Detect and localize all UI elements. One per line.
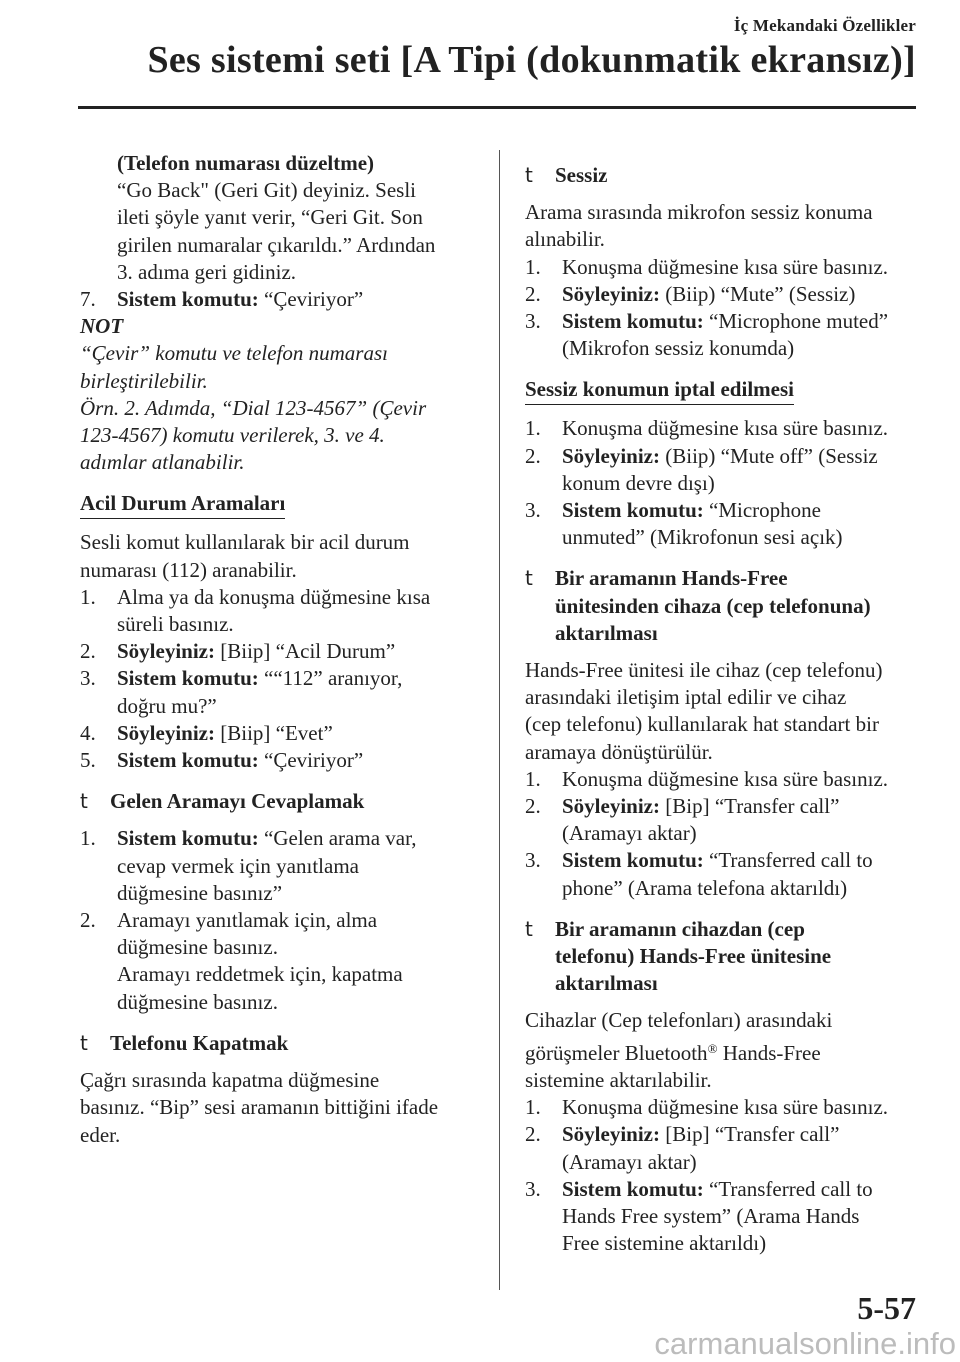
- section-heading-hangup: t Telefonu Kapatmak: [80, 1030, 480, 1057]
- note-heading: NOT: [80, 314, 124, 339]
- text-line: “Go Back" (Geri Git) deyiniz. Sesli: [117, 178, 416, 203]
- step-number: 2.: [525, 443, 541, 468]
- step-item: [525, 1094, 925, 1121]
- step-number: 2.: [525, 281, 541, 306]
- step-item: 3. Sistem komutu: “Transferred call to phone” (Arama telefona aktarıldı): [525, 847, 925, 901]
- step-label: Sistem komutu:: [562, 848, 704, 873]
- bullet-icon: t: [525, 916, 533, 941]
- step-item: 3. Sistem komutu: “Transferred call to Hands Free system” (Arama Hands Free sistemine aktarıldı): [525, 1176, 925, 1258]
- step-text: Konuşma düğmesine kısa süre basınız.: [562, 1095, 889, 1120]
- header-rule: [78, 106, 916, 109]
- section-heading-mute: t Sessiz: [525, 162, 925, 189]
- page-title: Ses sistemi seti [A Tipi (dokunmatik ekransız)]: [147, 39, 916, 81]
- text-line: görüşmeler Bluetooth® Hands-Free: [525, 1040, 821, 1065]
- step-number: 5.: [80, 748, 96, 773]
- step-item: [80, 747, 480, 774]
- step-text: [Biip] “Evet”: [215, 720, 333, 745]
- step-item: 2. Söyleyiniz: (Biip) “Mute” (Sessiz): [525, 281, 925, 308]
- step-item: [80, 584, 480, 638]
- step-label: Sistem komutu:: [562, 1176, 704, 1201]
- step-item: 3. Sistem komutu: “Microphone muted” (Mikrofon sessiz konumda): [525, 308, 925, 362]
- text-line: numarası (112) aranabilir.: [80, 557, 297, 582]
- bullet-icon: t: [80, 789, 88, 814]
- registered-mark: ®: [707, 1040, 718, 1056]
- text-line: Arama sırasında mikrofon sessiz konuma: [525, 200, 873, 225]
- step-number: 1.: [525, 1095, 541, 1120]
- step-text: [Biip] “Acil Durum”: [215, 639, 396, 664]
- note-line: Örn. 2. Adımda, “Dial 123-4567” (Çevir: [80, 395, 427, 420]
- text-line: arasındaki iletişim iptal edilir ve cihaz: [525, 685, 847, 710]
- step-number: 4.: [80, 720, 96, 745]
- step-number: 2.: [80, 908, 96, 933]
- step-number: 3.: [525, 848, 541, 873]
- step-item: [80, 665, 480, 719]
- text-line: Cihazlar (Cep telefonları) arasındaki: [525, 1008, 833, 1033]
- step-text: doğru mu?”: [117, 693, 217, 718]
- step-label: Söyleyiniz:: [562, 281, 660, 306]
- step-item: [80, 286, 480, 313]
- step-label: Söyleyiniz:: [562, 1122, 660, 1147]
- step-number: 1.: [525, 416, 541, 441]
- step-number: 1.: [80, 584, 96, 609]
- right-column: [525, 150, 925, 1257]
- text-line: (cep telefonu) kullanılarak hat standart bir: [525, 712, 879, 737]
- note-line: adımlar atlanabilir.: [80, 450, 245, 475]
- bullet-icon: t: [525, 566, 533, 591]
- step-text: “Gelen arama var,: [258, 826, 417, 851]
- step-text: “Çeviriyor”: [258, 287, 364, 312]
- step-text: Konuşma düğmesine kısa süre basınız.: [562, 766, 889, 791]
- section-title: İç Mekandaki Özellikler: [733, 16, 916, 35]
- step-item: 2. Söyleyiniz: (Biip) “Mute off” (Sessiz konum devre dışı): [525, 443, 925, 497]
- text-line: alınabilir.: [525, 227, 605, 252]
- text-line: sistemine aktarılabilir.: [525, 1067, 712, 1092]
- step-label: Sistem komutu:: [117, 748, 259, 773]
- step-number: 3.: [525, 498, 541, 523]
- text-line: Çağrı sırasında kapatma düğmesine: [80, 1068, 380, 1093]
- watermark: carmanualsonline.info: [654, 1326, 956, 1361]
- note-line: 123-4567) komutu verilerek, 3. ve 4.: [80, 423, 385, 448]
- step-item: 2. Aramayı yanıtlamak için, alma düğmesine basınız. Aramayı reddetmek için, kapatma düğmesine basınız.: [80, 907, 480, 1016]
- text-line: Hands-Free ünitesi ile cihaz (cep telefonu): [525, 658, 883, 683]
- step-text: ““112” aranıyor,: [258, 666, 403, 691]
- step-label: Sistem komutu:: [562, 498, 704, 523]
- step-text: Alma ya da konuşma düğmesine kısa: [117, 584, 431, 609]
- step-number: 2.: [525, 1122, 541, 1147]
- bullet-icon: t: [525, 163, 533, 187]
- section-heading-transfer-to-handsfree: t Bir aramanın cihazdan (cep telefonu) Hands-Free ünitesine aktarılması: [525, 916, 925, 998]
- subheading-unmute: Sessiz konumun iptal edilmesi: [525, 376, 794, 405]
- section-heading-transfer-to-phone: t Bir aramanın Hands-Free ünitesinden cihaza (cep telefonuna) aktarılması: [525, 565, 925, 647]
- step-number: 1.: [525, 254, 541, 279]
- step-label: Sistem komutu:: [117, 287, 259, 312]
- section-heading-incoming: t Gelen Aramayı Cevaplamak: [80, 788, 480, 815]
- left-column: [80, 150, 480, 1149]
- subheading-emergency: Acil Durum Aramaları: [80, 490, 285, 519]
- step-item: [525, 415, 925, 442]
- bullet-icon: t: [80, 1030, 88, 1055]
- step-label: Sistem komutu:: [117, 666, 259, 691]
- text-line: Sesli komut kullanılarak bir acil durum: [80, 530, 410, 555]
- text-line: aramaya dönüştürülür.: [525, 739, 713, 764]
- step-item: [525, 254, 925, 281]
- step-number: 1.: [80, 826, 96, 851]
- step-text: Konuşma düğmesine kısa süre basınız.: [562, 416, 889, 441]
- text-line: 3. adıma geri gidiniz.: [117, 259, 297, 284]
- text-line: basınız. “Bip” sesi aramanın bittiğini ifade: [80, 1095, 439, 1120]
- step-label: Sistem komutu:: [117, 826, 259, 851]
- step-item: [80, 720, 480, 747]
- column-divider: [499, 150, 500, 1290]
- step-number: 2.: [80, 639, 96, 664]
- step-item: [80, 638, 480, 665]
- step-label: Söyleyiniz:: [117, 639, 215, 664]
- step-text: süreli basınız.: [117, 612, 234, 637]
- step-item: 2. Söyleyiniz: [Bip] “Transfer call” (Aramayı aktar): [525, 1121, 925, 1175]
- step-number: 3.: [80, 666, 96, 691]
- step-label: Sistem komutu:: [562, 309, 704, 334]
- step-heading: (Telefon numarası düzeltme): [117, 151, 375, 175]
- text-line: eder.: [80, 1122, 121, 1147]
- step-label: Söyleyiniz:: [117, 720, 215, 745]
- step-number: 1.: [525, 766, 541, 791]
- step-text: Konuşma düğmesine kısa süre basınız.: [562, 254, 889, 279]
- step-item: [525, 766, 925, 793]
- step-item: 1. Sistem komutu: “Gelen arama var, cevap vermek için yanıtlama düğmesine basınız”: [80, 825, 480, 907]
- step-number: 3.: [525, 309, 541, 334]
- step-label: Söyleyiniz:: [562, 443, 660, 468]
- note-line: “Çevir” komutu ve telefon numarası: [80, 341, 388, 366]
- text-line: ileti şöyle yanıt verir, “Geri Git. Son: [117, 205, 423, 230]
- step-item: 2. Söyleyiniz: [Bip] “Transfer call” (Aramayı aktar): [525, 793, 925, 847]
- step-label: Söyleyiniz:: [562, 794, 660, 819]
- step-number: 7.: [80, 287, 96, 312]
- text-line: girilen numaralar çıkarıldı.” Ardından: [117, 232, 436, 257]
- step-item: 3. Sistem komutu: “Microphone unmuted” (Mikrofonun sesi açık): [525, 497, 925, 551]
- page-number: 5-57: [857, 1290, 916, 1326]
- note-line: birleştirilebilir.: [80, 368, 208, 393]
- step-text: “Çeviriyor”: [258, 748, 364, 773]
- step-number: 3.: [525, 1176, 541, 1201]
- step-number: 2.: [525, 794, 541, 819]
